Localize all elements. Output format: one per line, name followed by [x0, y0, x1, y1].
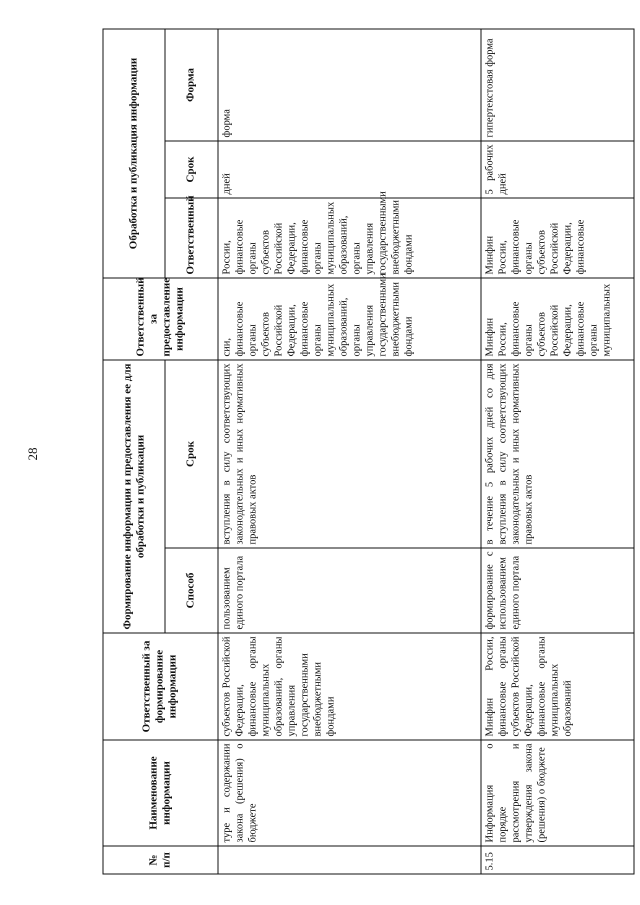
- header-proc-term: Срок: [165, 141, 217, 198]
- header-method: Способ: [165, 548, 217, 633]
- cell-term: в течение 5 рабочих дней со дня вступления в силу соответствующих законодательных и иных нормативных правовых актов: [481, 360, 634, 548]
- table-row: [481, 29, 634, 874]
- cell-method: формирование с использованием единого портала: [481, 548, 634, 633]
- header-term: Срок: [165, 360, 217, 548]
- header-row-top: [103, 29, 165, 874]
- header-resp: Ответственный: [165, 198, 217, 278]
- table-row: [218, 29, 481, 874]
- cell-resp: Минфин России, финансовые органы субъектов Российской Федерации, финансовые: [481, 198, 634, 278]
- cell-responsible-form: субъектов Российской Федерации, финансовые органы муниципальных образований, органы управления государственными внебюджетными фондами: [218, 633, 481, 740]
- cell-proc-term: 5 рабочих дней: [481, 141, 634, 198]
- header-responsible-form: Ответственный за формирование информации: [103, 633, 218, 740]
- cell-resp: России, финансовые органы субъектов Российской Федерации, финансовые органы муниципальных образований, органы управления государственными внебюджетными фондами: [218, 198, 481, 278]
- information-table: [103, 28, 635, 874]
- header-formation-group: Формирование информации и предоставления ее для обработки и публикации: [103, 360, 165, 633]
- cell-method: пользованием единого портала: [218, 548, 481, 633]
- cell-term: вступления в силу соответствующих законодательных и иных нормативных правовых актов: [218, 360, 481, 548]
- header-responsible-provide: Ответственный за предоставление информации: [103, 278, 218, 360]
- page-number: 28: [25, 447, 40, 461]
- header-num: № п/п: [103, 846, 218, 874]
- cell-form: гипертекстовая форма: [481, 29, 634, 141]
- cell-form: форма: [218, 29, 481, 141]
- cell-responsible-form: Минфин России, финансовые органы субъектов Российской Федерации, финансовые органы муниципальных образований: [481, 633, 634, 740]
- cell-responsible-provide: Минфин России, финансовые органы субъектов Российской Федерации, финансовые органы муниципальных: [481, 278, 634, 360]
- cell-num: 5.15: [481, 846, 634, 874]
- cell-num: [218, 846, 481, 874]
- cell-proc-term: дней: [218, 141, 481, 198]
- header-form: Форма: [165, 29, 217, 141]
- header-processing-group: Обработка и публикация информации: [103, 29, 165, 278]
- cell-name: Информация о порядке рассмотрения и утверждения закона (решения) о бюджете: [481, 740, 634, 846]
- rotated-table-sheet: [103, 30, 635, 875]
- header-name: Наименование информации: [103, 740, 218, 846]
- cell-name: туре и содержании закона (решения) о бюджете: [218, 740, 481, 846]
- cell-responsible-provide: сии, финансовые органы субъектов Российской Федерации, финансовые органы муниципальных образований, органы управления государственными внебюджетными фондами: [218, 278, 481, 360]
